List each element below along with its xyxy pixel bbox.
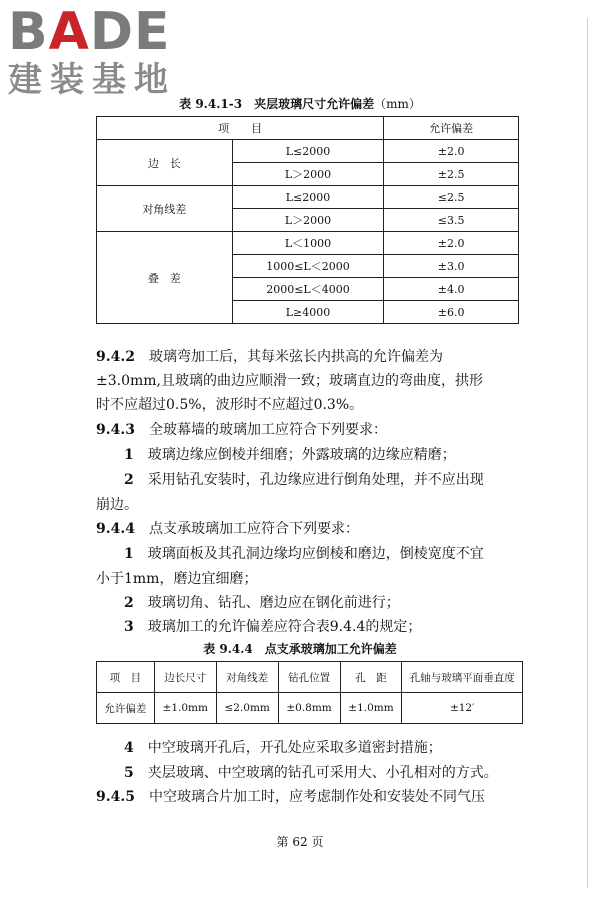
- table-header-row: [97, 662, 523, 693]
- paragraph-line: 小于1mm，磨边宜细磨；: [96, 571, 258, 587]
- header-cell: 对角线差: [216, 662, 278, 693]
- condition-cell: L＜1000: [232, 232, 384, 255]
- paragraph-line: 崩边。: [96, 497, 138, 513]
- table-row: [97, 693, 523, 724]
- header-item: 项 目: [97, 117, 384, 140]
- header-cell: 钻孔位置: [278, 662, 340, 693]
- condition-cell: L＞2000: [232, 209, 384, 232]
- header-cell: 孔 距: [340, 662, 402, 693]
- value-cell: ±0.8mm: [278, 693, 340, 724]
- value-cell: ±6.0: [384, 301, 519, 324]
- paragraph-line: ±3.0mm,且玻璃的曲边应顺滑一致；玻璃直边的弯曲度，拱形: [96, 373, 483, 389]
- value-cell: ±2.0: [384, 232, 519, 255]
- value-cell: ±1.0mm: [154, 693, 216, 724]
- header-cell: 孔轴与玻璃平面垂直度: [402, 662, 523, 693]
- group-label: 边 长: [97, 140, 233, 186]
- list-item: 1 玻璃边缘应倒棱并细磨；外露玻璃的边缘应精磨；: [124, 447, 456, 463]
- value-cell: ±12′: [402, 693, 523, 724]
- table-laminated-glass-tolerance: [96, 116, 519, 324]
- value-cell: ±1.0mm: [340, 693, 402, 724]
- paragraph-9-4-4: 9.4.4 点支承玻璃加工应符合下列要求：: [96, 521, 359, 537]
- table-row: [97, 140, 519, 163]
- value-cell: ≤2.5: [384, 186, 519, 209]
- header-cell: 项 目: [97, 662, 155, 693]
- value-cell: ±2.0: [384, 140, 519, 163]
- logo: [8, 2, 176, 100]
- table2-caption: 表 9.4.4 点支承玻璃加工允许偏差: [203, 642, 397, 656]
- group-label: 叠 差: [97, 232, 233, 324]
- value-cell: ≤3.5: [384, 209, 519, 232]
- value-cell: ±3.0: [384, 255, 519, 278]
- value-cell: ±4.0: [384, 278, 519, 301]
- row-label: 允许偏差: [97, 693, 155, 724]
- condition-cell: L≥4000: [232, 301, 384, 324]
- table-header-row: [97, 117, 519, 140]
- table-row: [97, 232, 519, 255]
- list-item: 3 玻璃加工的允许偏差应符合表9.4.4的规定；: [124, 619, 422, 635]
- header-tolerance: 允许偏差: [384, 117, 519, 140]
- condition-cell: L≤2000: [232, 140, 384, 163]
- condition-cell: L≤2000: [232, 186, 384, 209]
- condition-cell: 2000≤L＜4000: [232, 278, 384, 301]
- table-row: [97, 186, 519, 209]
- list-item: 1 玻璃面板及其孔洞边缘均应倒棱和磨边，倒棱宽度不宜: [124, 546, 484, 562]
- page-number: 第 62 页: [276, 835, 324, 849]
- group-label: 对角线差: [97, 186, 233, 232]
- page-edge: [587, 18, 588, 888]
- condition-cell: L＞2000: [232, 163, 384, 186]
- value-cell: ±2.5: [384, 163, 519, 186]
- list-item: 2 玻璃切角、钻孔、磨边应在钢化前进行；: [124, 595, 400, 611]
- paragraph-9-4-5: 9.4.5 中空玻璃合片加工时，应考虑制作处和安装处不同气压: [96, 789, 485, 805]
- list-item: 5 夹层玻璃、中空玻璃的钻孔可采用大、小孔相对的方式。: [124, 765, 498, 781]
- list-item: 2 采用钻孔安装时，孔边缘应进行倒角处理，并不应出现: [124, 472, 484, 488]
- table-point-supported-glass-tolerance: [96, 661, 523, 724]
- paragraph-line: 时不应超过0.5%，波形时不应超过0.3%。: [96, 397, 364, 413]
- list-item: 4 中空玻璃开孔后，开孔处应采取多道密封措施；: [124, 740, 442, 756]
- table1-caption: 表 9.4.1-3 夹层玻璃尺寸允许偏差（mm）: [179, 97, 421, 111]
- logo-wordmark: BADE: [8, 2, 171, 62]
- paragraph-9-4-3: 9.4.3 全玻幕墙的玻璃加工应符合下列要求：: [96, 422, 387, 438]
- paragraph-9-4-2: 9.4.2 玻璃弯加工后，其每米弦长内拱高的允许偏差为: [96, 349, 443, 365]
- header-cell: 边长尺寸: [154, 662, 216, 693]
- logo-chinese: 建装基地: [8, 60, 176, 100]
- condition-cell: 1000≤L＜2000: [232, 255, 384, 278]
- value-cell: ≤2.0mm: [216, 693, 278, 724]
